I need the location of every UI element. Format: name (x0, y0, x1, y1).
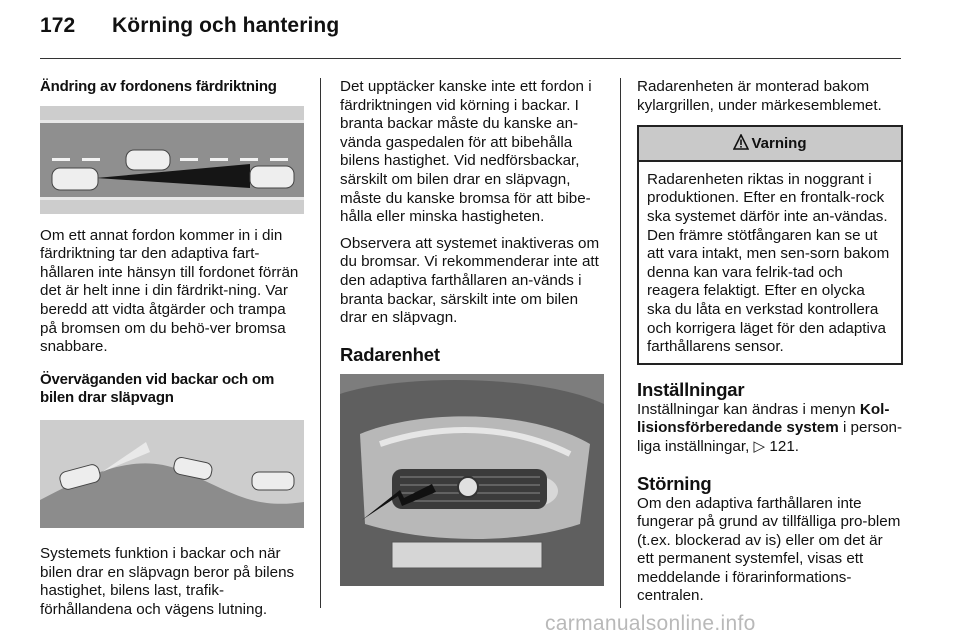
paragraph-radar-location: Radarenheten är monterad bakom kylargrillen, under märkesemblemet. (637, 78, 882, 114)
settings-menu-name: Kol-lisionsförberedande system (637, 400, 890, 437)
page-number: 172 (40, 14, 76, 37)
heading-settings: Inställningar (637, 378, 745, 400)
warning-box (637, 125, 903, 365)
paragraph-hills-detection: Det upptäcker kanske inte ett fordon i färdriktningen vid körning i backar. I branta backar måste du kanske an-vända gaspedalen för att bibehålla bilens hastighet. Vid nedförsbackar, särskilt om bilen drar en släpvagn, måste du kanske bromsa för att bibe-hålla eller minska hastigheten. (340, 78, 592, 226)
settings-page-ref: 121. (765, 437, 799, 455)
settings-text-mid: i person-liga inställningar, (637, 419, 903, 455)
column-1 (40, 78, 304, 627)
page-header (40, 14, 339, 38)
column-divider-1 (320, 78, 321, 608)
heading-radar-unit: Radarenhet (340, 343, 440, 365)
warning-text: Radarenheten riktas in noggrant i produktionen. Efter en frontalk-rock ska systemet därför inte an-vändas. Den främre stötfångaren kan se ut att vara intakt, men sen-sorn bakom denna kan vara felrik-tad och reagera felaktigt. Efter en olycka ska du låta en verkstad kontrollera och korrigera läget för den adaptiva farthållarens sensor. (647, 170, 890, 356)
paragraph-fault: Om den adaptiva farthållaren inte fungerar på grund av tillfälliga pro-blem (t.ex. blockerad av is) eller om det är ett permanent systemfel, visas ett meddelande i förarinformations-centralen. (637, 494, 901, 605)
heading-fault: Störning (637, 472, 712, 494)
warning-header (639, 127, 901, 162)
settings-text: Inställningar kan ändras i menyn (637, 400, 860, 418)
paragraph-direction-change: Om ett annat fordon kommer in i din färdriktning tar den adaptiva fart-hållaren inte hänsyn till fordonet förrän det är helt inne i din färdrikt-ning. Var beredd att vidta åtgärder och trampa på bromsen om du behö-ver bromsa snabbare. (40, 226, 299, 356)
header-rule (40, 58, 901, 59)
column-2 (340, 78, 606, 586)
column-divider-2 (620, 78, 621, 608)
radar-unit-photo (340, 374, 604, 586)
heading-hills-trailer: Överväganden vid backar och om bilen drar släpvagn (40, 370, 275, 407)
watermark: carmanualsonline.info (545, 612, 756, 635)
paragraph-hills-trailer: Systemets funktion i backar och när bilen drar en släpvagn beror på bilens hastighet, bilens last, trafik-förhållandena och vägens lutning. (40, 544, 295, 618)
page-title: Körning och hantering (112, 14, 340, 37)
column-3 (637, 78, 903, 614)
warning-icon (733, 134, 749, 150)
lane-change-illustration (40, 106, 304, 214)
warning-title: Varning (751, 135, 807, 153)
paragraph-brake-inactivation: Observera att systemet inaktiveras om du bromsar. Vi rekommenderar inte att den adaptiva farthållaren an-vänds i branta backar, särskilt inte om bilen drar en släpvagn. (340, 234, 600, 327)
paragraph-settings (637, 401, 903, 457)
page-reference-arrow-icon: ▷ (753, 437, 766, 455)
hill-driving-illustration (40, 420, 304, 528)
heading-direction-change: Ändring av fordonens färdriktning (40, 78, 277, 95)
